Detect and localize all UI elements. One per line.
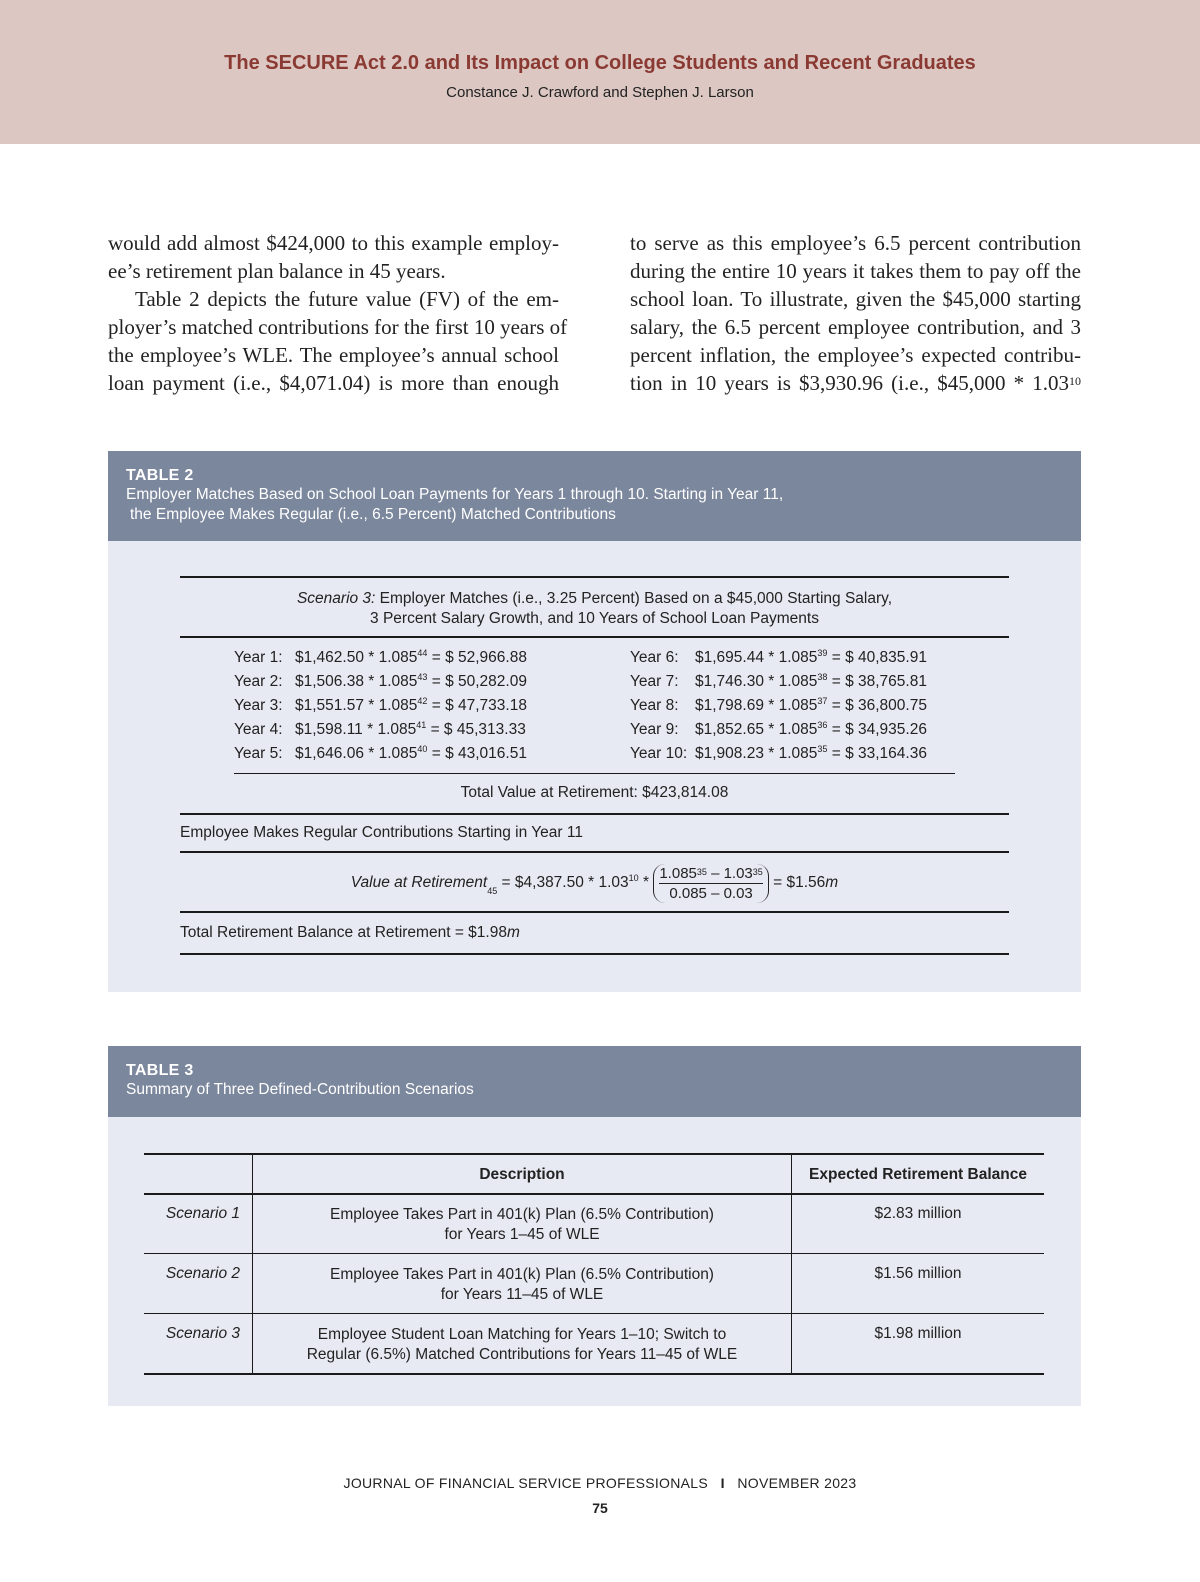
table-rule (180, 576, 1009, 578)
table-rule (144, 1193, 1044, 1195)
year-row: Year 5: $1,646.06 * $1.085^{40}$ = $ 43,016.51 (234, 744, 527, 762)
body-line: during the entire 10 years it takes them to pay off the (630, 259, 1081, 283)
year-row: Year 6: $1,695.44 * $1.085^{39}$ = $ 40,835.91 (630, 648, 927, 666)
footer-journal-line: JOURNAL OF FINANCIAL SERVICE PROFESSIONALS I NOVEMBER 2023 (343, 1475, 857, 1491)
formula-fraction: $\frac{1.085^{35} - 1.03^{35}}{0.085 - 0.03}$ (653, 864, 768, 903)
scenario-label: Scenario 1 (165, 1205, 240, 1222)
table-rule (234, 773, 955, 774)
table-3-header (108, 1046, 1081, 1117)
year-row: Year 10: $1,908.23 * $1.085^{35}$ = $ 33,164.36 (630, 744, 927, 762)
table-rule (180, 911, 1009, 913)
table-rule (180, 636, 1009, 638)
body-line: ee’s retirement plan balance in 45 years. (108, 259, 446, 283)
table-rule (180, 813, 1009, 815)
scenario-summary-table (144, 1153, 1044, 1375)
body-line: ployer’s matched contributions for the first 10 years of (108, 315, 568, 339)
year-row: Year 4: $1,598.11 * $1.085^{41}$ = $ 45,313.33 (234, 720, 526, 738)
scenario-label: Scenario 3 (165, 1325, 240, 1342)
body-line: the employee’s WLE. The employee’s annual school (108, 343, 559, 367)
scenario-description: Employee Takes Part in 401(k) Plan (6.5% Contribution) for Years 1–45 of WLE (330, 1206, 714, 1243)
table-2-body (108, 541, 1081, 992)
body-line: Table 2 depicts the future value (FV) of the em- (135, 287, 559, 311)
column-header-description: Description (479, 1166, 565, 1183)
body-column-right (630, 229, 1081, 397)
year-row: Year 9: $1,852.65 * $1.085^{36}$ = $ 34,935.26 (630, 720, 927, 738)
table-3-caption: Summary of Three Defined-Contribution Scenarios (126, 1081, 474, 1098)
year-row: Year 2: $1,506.38 * $1.085^{43}$ = $ 50,282.09 (234, 672, 527, 690)
year-row: Year 3: $1,551.57 * $1.085^{42}$ = $ 47,733.18 (234, 696, 527, 714)
body-line: would add almost $424,000 to this example employ- (108, 231, 559, 255)
scenario-description: Employee Student Loan Matching for Years 1–10; Switch to Regular (6.5%) Matched Contributions for Years 11–45 of WLE (306, 1326, 738, 1363)
year-row: Year 1: $1,462.50 * $1.085^{44}$ = $ 52,966.88 (234, 648, 527, 666)
year-row: Year 7: $1,746.30 * $1.085^{38}$ = $ 38,765.81 (630, 672, 927, 690)
total-value-at-retirement: Total Value at Retirement: $423,814.08 (460, 784, 729, 801)
body-line: salary, the 6.5 percent employee contribution, and 3 (630, 315, 1081, 339)
table-2-caption-line: the Employee Makes Regular (i.e., 6.5 Percent) Matched Contributions (130, 506, 616, 523)
table-rule (144, 1373, 1044, 1375)
table-2-caption-line: Employer Matches Based on School Loan Payments for Years 1 through 10. Starting in Year 11, (126, 486, 784, 503)
table-3-label: TABLE 3 (126, 1062, 194, 1079)
year-row: Year 8: $1,798.69 * $1.085^{37}$ = $ 36,800.75 (630, 696, 927, 714)
table-rule (144, 1253, 1044, 1254)
body-line: percent inflation, the employee’s expected contribu- (630, 343, 1081, 367)
running-header (0, 0, 1200, 144)
table-2-label: TABLE 2 (126, 467, 194, 484)
scenario-3-heading: Scenario 3: Employer Matches (i.e., 3.25 Percent) Based on a $45,000 Starting Salary, 3 Percent Salary Growth, and 10 Years of School Loan Payments (296, 590, 893, 627)
table-rule (180, 851, 1009, 853)
total-retirement-balance: Total Retirement Balance at Retirement = $1.98m (180, 924, 520, 941)
body-line: loan payment (i.e., $4,071.04) is more than enough (108, 371, 559, 395)
column-header-balance: Expected Retirement Balance (809, 1166, 1027, 1183)
article-authors: Constance J. Crawford and Stephen J. Larson (446, 84, 754, 101)
page-number: 75 (592, 1500, 608, 1516)
expected-balance: $1.56 million (874, 1265, 962, 1282)
body-line: to serve as this employee’s 6.5 percent contribution (630, 231, 1081, 255)
scenario-label: Scenario 2 (165, 1265, 240, 1282)
regular-contributions-heading: Employee Makes Regular Contributions Starting in Year 11 (180, 824, 583, 841)
table-rule (144, 1153, 1044, 1155)
table-rule (144, 1313, 1044, 1314)
article-title: The SECURE Act 2.0 and Its Impact on College Students and Recent Graduates (224, 52, 976, 74)
retirement-value-formula: Value at Retirement$_{45}$ = $4,387.50 * 1.03$^{10}$ * $\frac{1.085^{35} - 1.03^{35}}{0.085 - 0.03}$ = $1.56m (350, 864, 839, 902)
body-column-left (108, 229, 568, 397)
expected-balance: $1.98 million (874, 1325, 962, 1342)
body-line: school loan. To illustrate, given the $45,000 starting (630, 287, 1081, 311)
table-2-header (108, 451, 1081, 541)
table-rule (180, 953, 1009, 955)
expected-balance: $2.83 million (874, 1205, 962, 1222)
body-line: tion in 10 years is $3,930.96 (i.e., $45,000 * 1.03$^{10}$ (630, 371, 1081, 395)
scenario-description: Employee Takes Part in 401(k) Plan (6.5% Contribution) for Years 11–45 of WLE (330, 1266, 714, 1303)
